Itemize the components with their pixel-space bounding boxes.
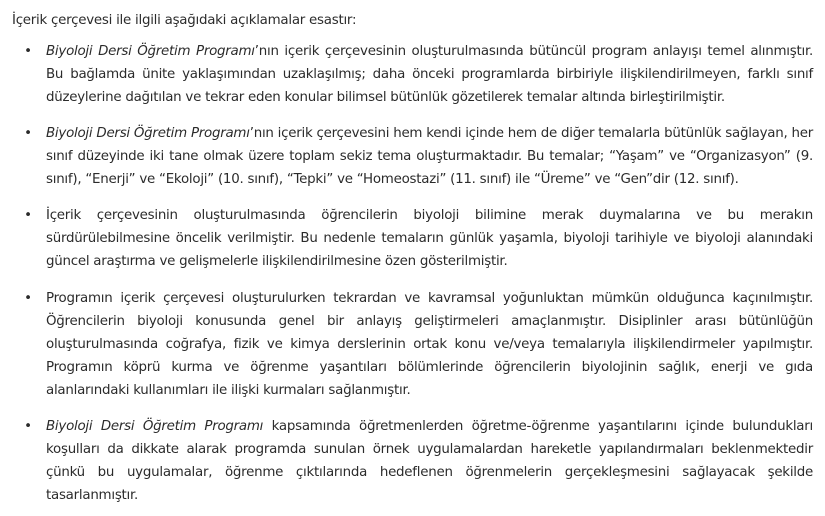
list-item — [12, 415, 813, 507]
list-item-text: kapsamında öğretmenlerden öğretme-öğrenme yaşantılarını içinde bulundukları koşulları da dikkate alarak programda sunulan örnek uygulamalardan hareketle yapılandırmaları beklenmektedir çünkü bu uygulamalar, öğrenme çıktılarında hedeflenen öğrenmelerin gerçekleşmesini sağlayacak şekilde tasarlanmıştır. — [46, 419, 813, 503]
intro-text: İçerik çerçevesi ile ilgili aşağıdaki açıklamalar esastır: — [12, 13, 357, 28]
list-item — [12, 122, 813, 191]
bullet-icon: • — [24, 208, 32, 223]
program-name-italic: Biyoloji Dersi Öğretim Programı — [46, 126, 250, 141]
bullet-icon: • — [24, 291, 32, 306]
explanation-list — [12, 40, 813, 507]
list-item — [12, 40, 813, 109]
list-item-text: ’nın içerik çerçevesinin oluşturulmasında bütüncül program anlayışı temel alınmıştır. Bu bağlamda ünite yaklaşımından uzaklaşılmış; daha önceki programlarda birbiriyle ilişkilendirilmeyen, farklı sınıf düzeylerine dağıtılan ve tekrar eden konular bilimsel bütünlük gözetilerek temalar altında birleştirilmiştir. — [46, 44, 813, 105]
list-item-text: İçerik çerçevesinin oluşturulmasında öğrencilerin biyoloji bilimine merak duymalarına ve bu merakın sürdürülebilmesine öncelik verilmiştir. Bu nedenle temaların günlük yaşamla, biyoloji tarihiyle ve biyoloji alanındaki güncel araştırma ve gelişmelerle ilişkilendirilmesine özen gösterilmiştir. — [46, 208, 813, 269]
program-name-italic: Biyoloji Dersi Öğretim Programı — [46, 44, 255, 59]
bullet-icon: • — [24, 126, 32, 141]
list-item — [12, 287, 813, 402]
program-name-italic: Biyoloji Dersi Öğretim Programı — [46, 419, 264, 434]
list-item — [12, 204, 813, 273]
bullet-icon: • — [24, 44, 32, 59]
bullet-icon: • — [24, 419, 32, 434]
list-item-text: ’nın içerik çerçevesini hem kendi içinde hem de diğer temalarla bütünlük sağlayan, her sınıf düzeyinde iki tane olmak üzere toplam sekiz tema oluşturmaktadır. Bu temalar; “Yaşam” ve “Organizasyon” (9. sınıf), “Enerji” ve “Ekoloji” (10. sınıf), “Tepki” ve “Homeostazi” (11. sınıf) ile “Üreme” ve “Gen”dir (12. sınıf). — [46, 126, 813, 187]
list-item-text: Programın içerik çerçevesi oluşturulurken tekrardan ve kavramsal yoğunluktan mümkün olduğunca kaçınılmıştır. Öğrencilerin biyoloji konusunda genel bir anlayış geliştirmeleri amaçlanmıştır. Disiplinler arası bütünlüğün oluşturulmasında coğrafya, fizik ve kimya derslerinin ortak konu ve/veya temalarıyla ilişkilendirmeler yapılmıştır. Programın köprü kurma ve öğrenme yaşantıları bölümlerinde öğrencilerin biyolojinin sağlık, enerji ve gıda alanlarındaki kullanımları ile ilişki kurmaları sağlanmıştır. — [46, 291, 813, 398]
